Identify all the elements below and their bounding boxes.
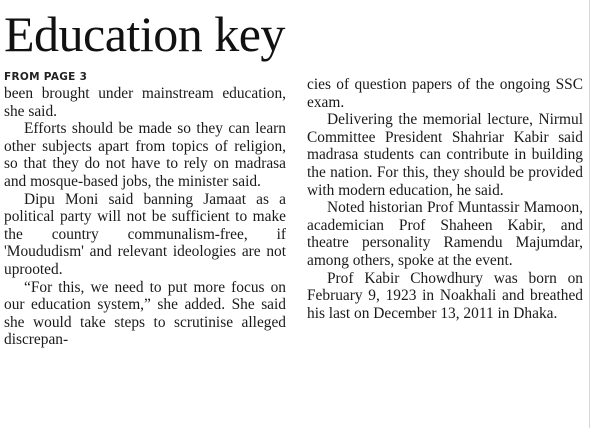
paragraph: cies of question papers of the ongoing SSC exam. bbox=[307, 76, 583, 111]
paragraph: been brought under mainstream education, she said. bbox=[4, 85, 286, 120]
paragraph: Delivering the memorial lecture, Nirmul Committee President Shahriar Kabir said madrasa students can contribute in building the nation. For this, they should be provided with modern education, he said. bbox=[307, 111, 583, 199]
paragraph: Efforts should be made so they can learn other subjects apart from topics of religion, so that they do not have to rely on madrasa and mosque-based jobs, the minister said. bbox=[4, 120, 286, 190]
paragraph: Noted historian Prof Muntassir Mamoon, academician Prof Shaheen Kabir, and theatre personality Ramendu Majumdar, among others, spoke at the event. bbox=[307, 199, 583, 269]
article-column-1 bbox=[4, 70, 286, 349]
paragraph: “For this, we need to put more focus on our education system,” she added. She said she would take steps to scrutinise alleged discrepan- bbox=[4, 278, 286, 349]
headline: Education key bbox=[4, 6, 285, 62]
article-column-2 bbox=[307, 76, 583, 322]
paragraph: Prof Kabir Chowdhury was born on February 9, 1923 in Noakhali and breathed his last on December 13, 2011 in Dhaka. bbox=[307, 269, 583, 322]
paragraph: Dipu Moni said banning Jamaat as a political party will not be sufficient to make the country communalism-free, if 'Moududism' and relevant ideologies are not uprooted. bbox=[4, 190, 286, 278]
adjacent-column-edge bbox=[589, 0, 604, 428]
continued-from-label: FROM PAGE 3 bbox=[4, 71, 88, 83]
